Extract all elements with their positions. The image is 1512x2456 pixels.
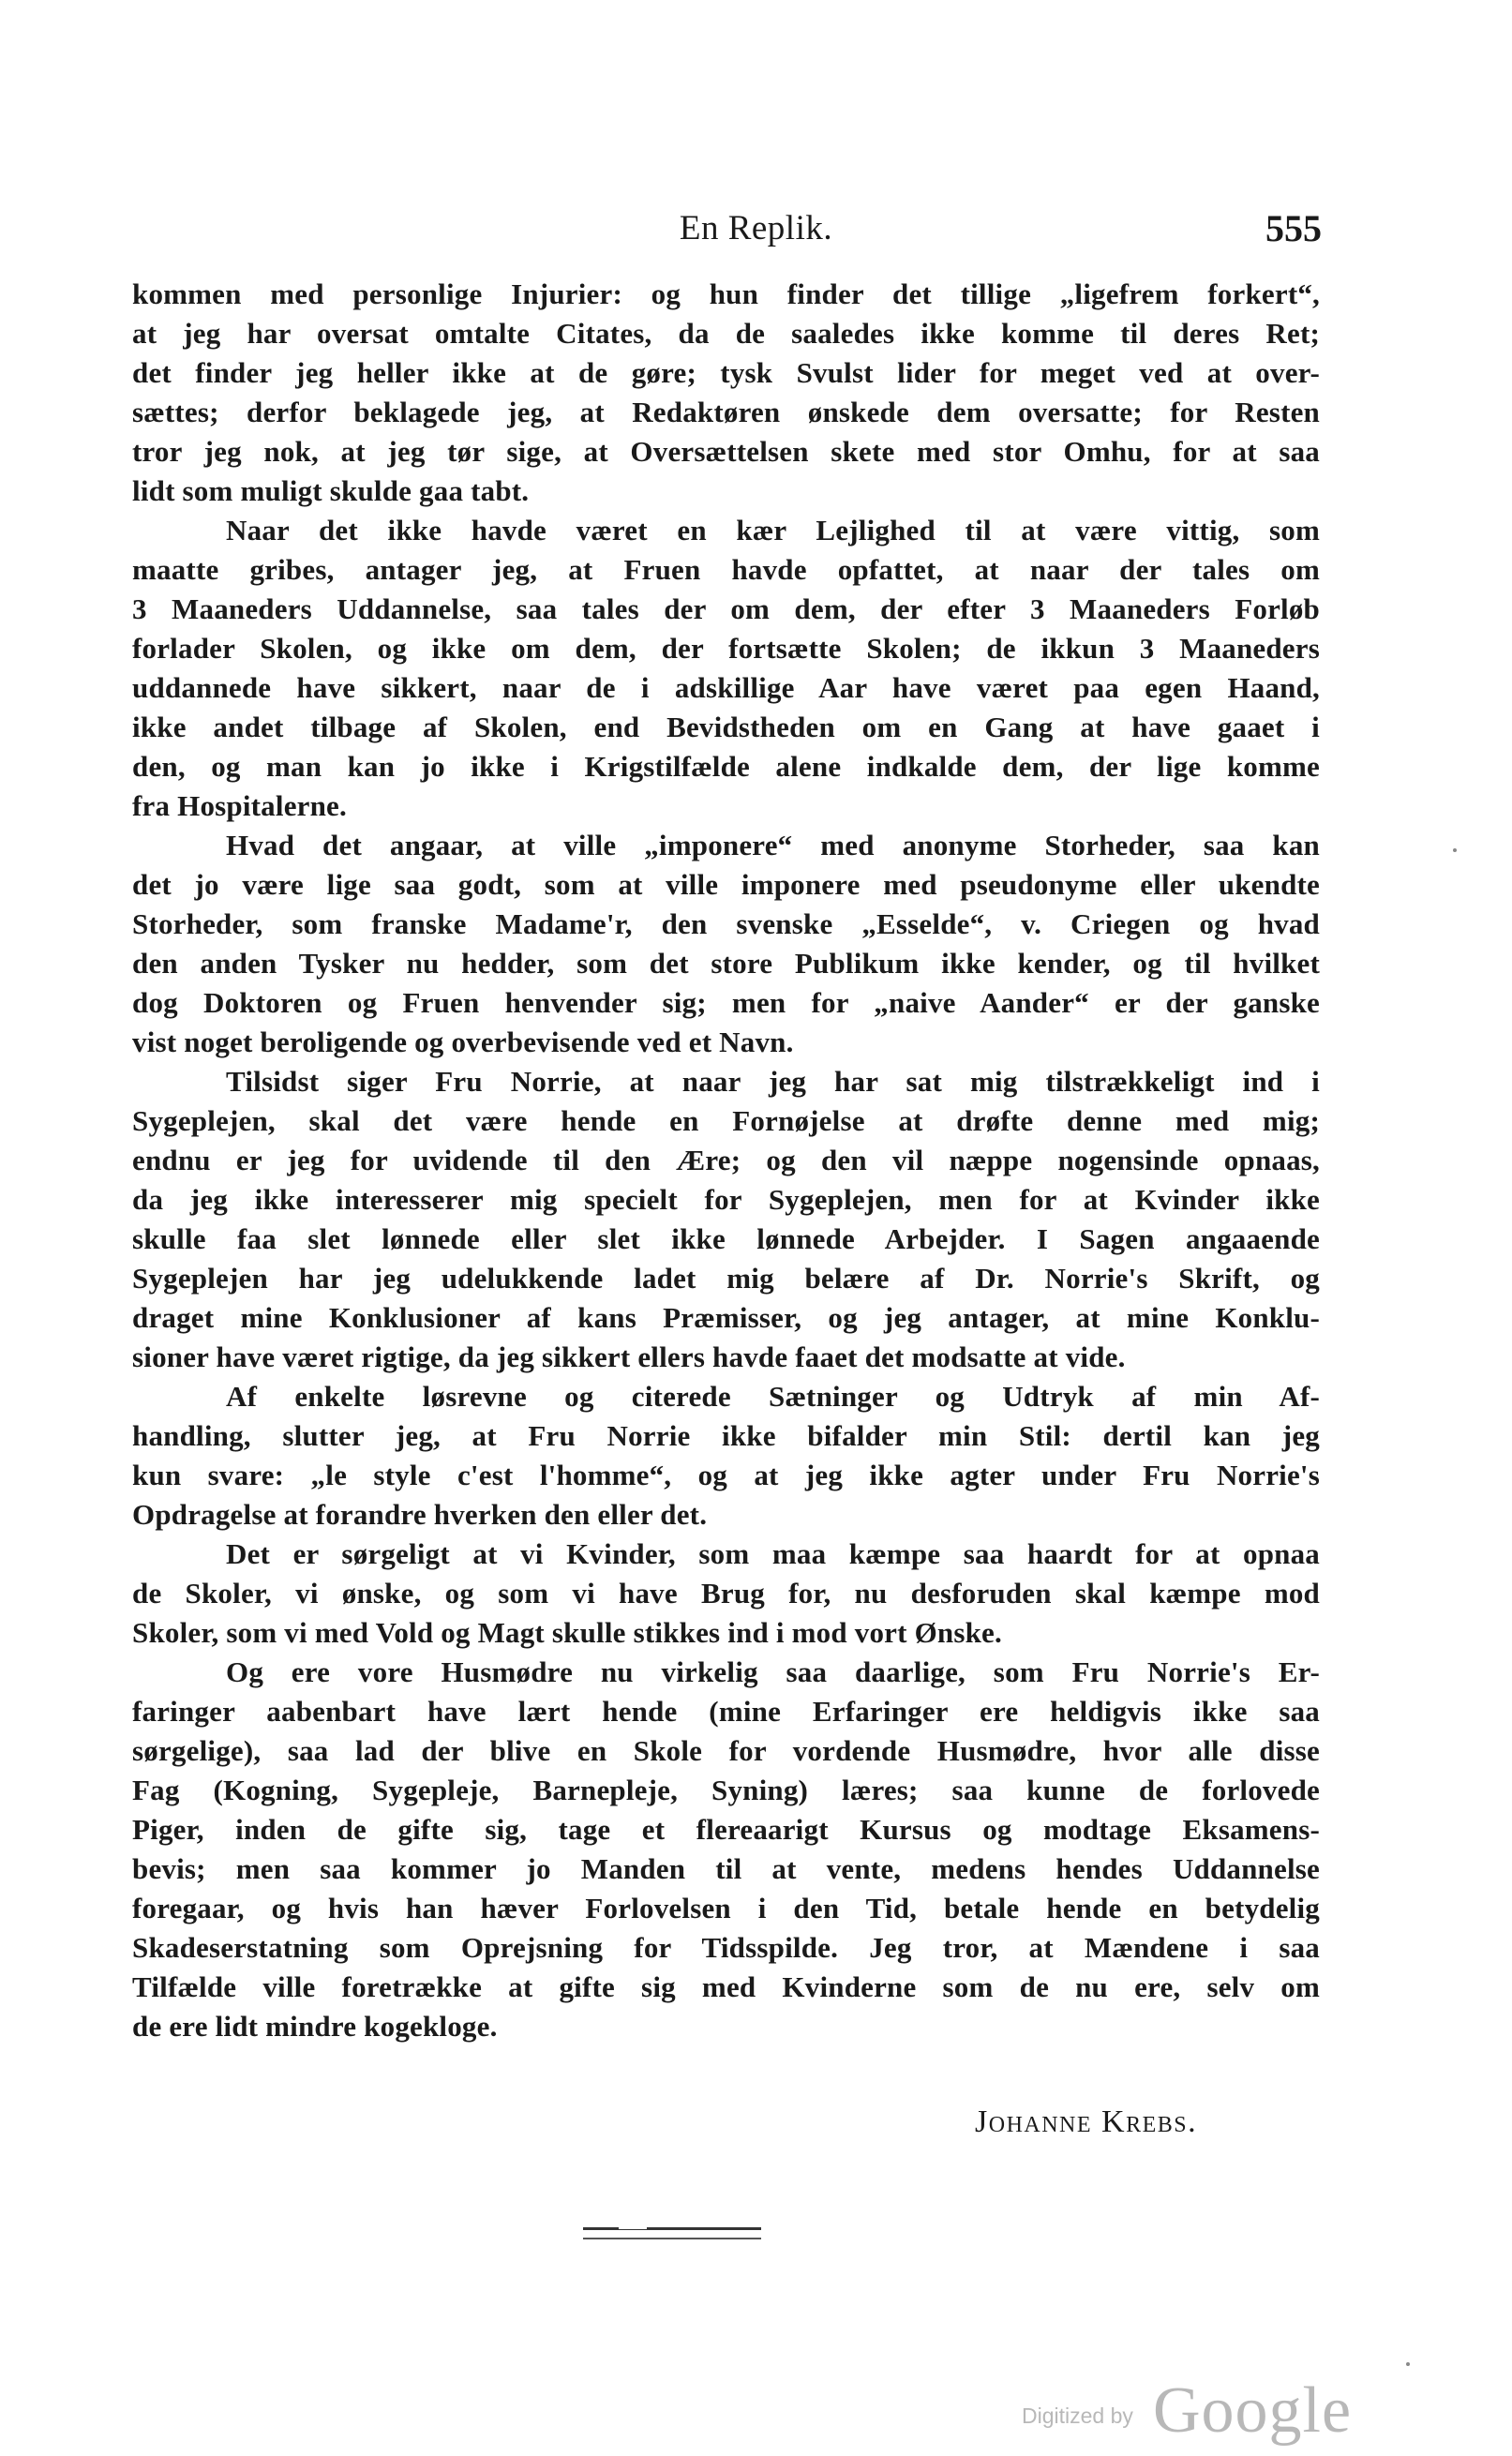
text-line: Sygeplejen har jeg udelukkende ladet mig belære af Dr. Norrie's Skrift, og (132, 1262, 1320, 1295)
text-line: det finder jeg heller ikke at de gøre; tysk Svulst lider for meget ved at over- (132, 356, 1320, 389)
text-line: den anden Tysker nu hedder, som det store Publikum ikke kender, og til hvilket (132, 947, 1320, 980)
text-line: den, og man kan jo ikke i Krigstilfælde alene indkalde dem, der lige komme (132, 750, 1320, 783)
text-line: draget mine Konklusioner af kans Præmisser, og jeg antager, at mine Konklu- (132, 1301, 1320, 1334)
text-line: Fag (Kogning, Sygepleje, Barnepleje, Syning) læres; saa kunne de forlovede (132, 1774, 1320, 1806)
text-line: foregaar, og hvis han hæver Forlovelsen i den Tid, betale hende en betydelig (132, 1892, 1320, 1924)
text-line: Naar det ikke havde været en kær Lejlighed til at være vittig, som (226, 514, 1320, 547)
stray-dot (1406, 2362, 1410, 2366)
text-line: kommen med personlige Injurier: og hun finder det tillige „ligefrem forkert“, (132, 277, 1320, 310)
text-line: Piger, inden de gifte sig, tage et flereaarigt Kursus og modtage Eksamens- (132, 1813, 1320, 1846)
text-line: forlader Skolen, og ikke om dem, der fortsætte Skolen; de ikkun 3 Maaneders (132, 632, 1320, 665)
text-line: uddannede have sikkert, naar de i adskillige Aar have været paa egen Haand, (132, 671, 1320, 704)
text-line: faringer aabenbart have lært hende (mine Erfaringer ere heldigvis ikke saa (132, 1695, 1320, 1728)
author-signature: Johanne Krebs. (975, 2104, 1198, 2139)
text-line: tror jeg nok, at jeg tør sige, at Oversættelsen skete med stor Omhu, for at saa (132, 435, 1320, 468)
text-line: handling, slutter jeg, at Fru Norrie ikke bifalder min Stil: dertil kan jeg (132, 1419, 1320, 1452)
text-line: Af enkelte løsrevne og citerede Sætninger og Udtryk af min Af- (226, 1380, 1320, 1413)
text-line: det jo være lige saa godt, som at ville imponere med pseudonyme eller ukendte (132, 868, 1320, 901)
text-line: Opdragelse at forandre hverken den eller det. (132, 1498, 708, 1531)
text-line: de ere lidt mindre kogekloge. (132, 2010, 498, 2043)
text-line: maatte gribes, antager jeg, at Fruen havde opfattet, at naar der tales om (132, 553, 1320, 586)
text-line: Skadeserstatning som Oprejsning for Tidsspilde. Jeg tror, at Mændene i saa (132, 1931, 1320, 1964)
text-line: endnu er jeg for uvidende til den Ære; og den vil næppe nogensinde opnaas, (132, 1144, 1320, 1176)
text-line: at jeg har oversat omtalte Citates, da de saaledes ikke komme til deres Ret; (132, 317, 1320, 350)
watermark-prefix: Digitized by (1022, 2404, 1133, 2428)
text-line: sioner have været rigtige, da jeg sikkert ellers havde faaet det modsatte at vide. (132, 1340, 1126, 1373)
text-line: lidt som muligt skulde gaa tabt. (132, 474, 530, 507)
text-line: da jeg ikke interesserer mig specielt for Sygeplejen, men for at Kvinder ikke (132, 1183, 1320, 1216)
text-line: Skoler, som vi med Vold og Magt skulle stikkes ind i mod vort Ønske. (132, 1616, 1002, 1649)
body-text (132, 275, 1320, 2046)
text-line: bevis; men saa kommer jo Manden til at vente, medens hendes Uddannelse (132, 1852, 1320, 1885)
text-line: sørgelige), saa lad der blive en Skole for vordende Husmødre, hvor alle disse (132, 1734, 1320, 1767)
text-line: Hvad det angaar, at ville „imponere“ med anonyme Storheder, saa kan (226, 829, 1320, 861)
google-logo: Google (1153, 2374, 1353, 2447)
text-line: fra Hospitalerne. (132, 789, 347, 822)
text-line: Tilsidst siger Fru Norrie, at naar jeg har sat mig tilstrækkeligt ind i (226, 1065, 1320, 1098)
text-line: kun svare: „le style c'est l'homme“, og at jeg ikke agter under Fru Norrie's (132, 1459, 1320, 1491)
text-line: Det er sørgeligt at vi Kvinder, som maa kæmpe saa haardt for at opnaa (226, 1537, 1320, 1570)
text-line: dog Doktoren og Fruen henvender sig; men for „naive Aander“ er der ganske (132, 986, 1320, 1019)
stray-dot (1453, 848, 1457, 852)
text-line: ikke andet tilbage af Skolen, end Bevidstheden om en Gang at have gaaet i (132, 711, 1320, 743)
text-line: Tilfælde ville foretrække at gifte sig med Kvinderne som de nu ere, selv om (132, 1970, 1320, 2003)
page-header-title: En Replik. (679, 209, 833, 247)
text-line: Storheder, som franske Madame'r, den svenske „Esselde“, v. Criegen og hvad (132, 907, 1320, 940)
text-line: Sygeplejen, skal det være hende en Fornøjelse at drøfte denne med mig; (132, 1104, 1320, 1137)
end-divider (583, 2227, 761, 2239)
text-line: 3 Maaneders Uddannelse, saa tales der om dem, der efter 3 Maaneders Forløb (132, 592, 1320, 625)
digitized-watermark (1022, 2374, 1359, 2456)
text-line: sættes; derfor beklagede jeg, at Redaktøren ønskede dem oversatte; for Resten (132, 396, 1320, 428)
text-line: skulle faa slet lønnede eller slet ikke lønnede Arbejder. I Sagen angaaende (132, 1222, 1320, 1255)
text-line: de Skoler, vi ønske, og som vi have Brug for, nu desforuden skal kæmpe mod (132, 1577, 1320, 1610)
divider-gap (619, 2227, 647, 2229)
text-line: vist noget beroligende og overbevisende ved et Navn. (132, 1026, 794, 1058)
page-number: 555 (1265, 207, 1322, 249)
text-line: Og ere vore Husmødre nu virkelig saa daarlige, som Fru Norrie's Er- (226, 1655, 1320, 1688)
